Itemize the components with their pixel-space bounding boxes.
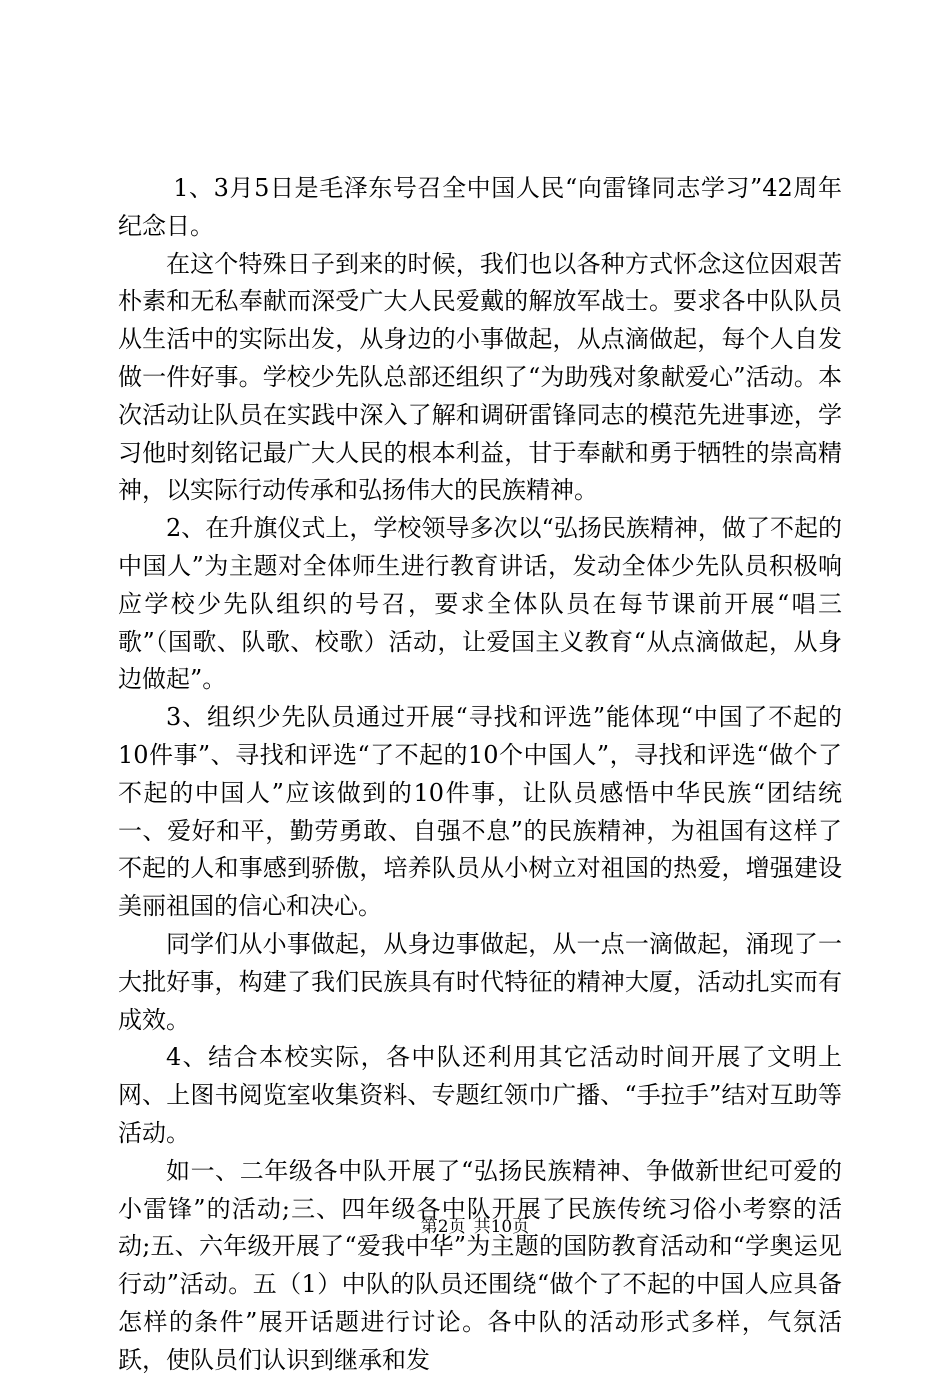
paragraph-7: 如一、二年级各中队开展了“弘扬民族精神、争做新世纪可爱的小雷锋”的活动;三、四年级各中队开展了民族传统习俗小考察的活动;五、六年级开展了“爱我中华”为主题的国防教育活动和“学奥运见行动”活动。五（1）中队的队员还围绕“做个了不起的中国人应具备怎样的条件”展开话题进行讨论。各中队的活动形式多样，气氛活跃，使队员们认识到继承和发 (118, 1156, 842, 1374)
paragraph-3: 2、在升旗仪式上，学校领导多次以“弘扬民族精神，做了不起的中国人”为主题对全体师生进行教育讲话，发动全体少先队员积极响应学校少先队组织的号召，要求全体队员在每节课前开展“唱三歌”（国歌、队歌、校歌）活动，让爱国主义教育“从点滴做起，从身边做起”。 (118, 514, 842, 694)
paragraph-6: 4、结合本校实际，各中队还利用其它活动时间开展了文明上网、上图书阅览室收集资料、专题红领巾广播、“手拉手”结对互助等活动。 (118, 1043, 842, 1147)
paragraph-1: 1、3月5日是毛泽东号召全中国人民“向雷锋同志学习”42周年纪念日。 (118, 174, 842, 240)
page-total: 共10页 (473, 1217, 530, 1237)
paragraph-2: 在这个特殊日子到来的时候，我们也以各种方式怀念这位因艰苦朴素和无私奉献而深受广大人民爱戴的解放军战士。要求各中队队员从生活中的实际出发，从身边的小事做起，从点滴做起，每个人自发做一件好事。学校少先队总部还组织了“为助残对象献爱心”活动。本次活动让队员在实践中深入了解和调研雷锋同志的模范先进事迹，学习他时刻铭记最广大人民的根本利益，甘于奉献和勇于牺牲的崇高精神，以实际行动传承和弘扬伟大的民族精神。 (118, 249, 842, 505)
paragraph-5: 同学们从小事做起，从身边事做起，从一点一滴做起，涌现了一大批好事，构建了我们民族具有时代特征的精神大厦，活动扎实而有成效。 (118, 929, 842, 1034)
page-number: 第2页 (420, 1217, 466, 1237)
paragraph-4: 3、组织少先队员通过开展“寻找和评选”能体现“中国了不起的10件事”、寻找和评选“了不起的10个中国人”，寻找和评选“做个了不起的中国人”应该做到的10件事，让队员感悟中华民族“团结统一、爱好和平，勤劳勇敢、自强不息”的民族精神，为祖国有这样了不起的人和事感到骄傲，培养队员从小树立对祖国的热爱，增强建设美丽祖国的信心和决心。 (118, 703, 842, 921)
document-body (118, 170, 842, 1380)
page-footer (0, 1216, 950, 1238)
